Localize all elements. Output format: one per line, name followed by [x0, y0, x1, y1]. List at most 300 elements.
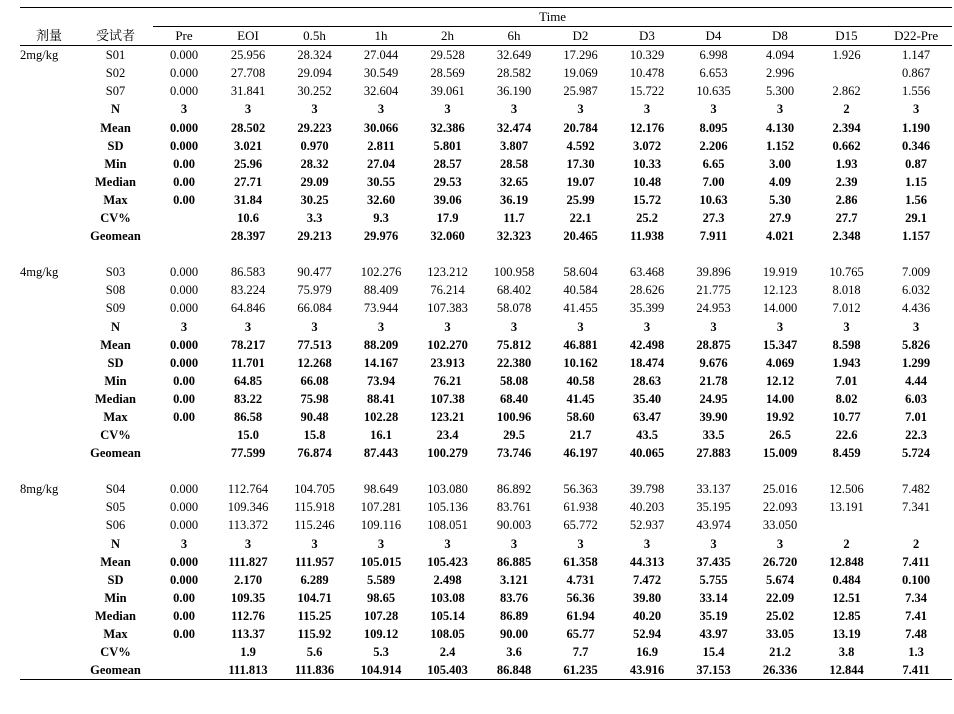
- value-cell: 6.998: [699, 48, 728, 63]
- stat-value: 8.02: [835, 391, 858, 406]
- value-cell: 36.190: [496, 84, 532, 99]
- stat-value: 20.465: [563, 229, 598, 244]
- stat-value: 12.12: [765, 373, 795, 388]
- value-cell: 105.136: [427, 500, 468, 515]
- subject-row: [20, 263, 952, 281]
- stat-value: 87.443: [363, 446, 399, 461]
- stat-value: 5.724: [902, 446, 931, 461]
- stat-value: 8.095: [699, 120, 728, 135]
- value-cell: 13.191: [829, 500, 864, 515]
- stat-value: 2.498: [433, 572, 462, 587]
- value-cell: 98.649: [363, 482, 399, 497]
- stat-row: [20, 372, 952, 390]
- value-cell: 83.224: [230, 283, 266, 298]
- stat-value: 3.6: [506, 645, 522, 660]
- value-cell: 83.761: [496, 500, 532, 515]
- stat-value: 56.36: [566, 590, 595, 605]
- stat-value: [153, 661, 215, 680]
- value-cell: 115.246: [294, 518, 335, 533]
- stat-value: 3: [577, 102, 584, 117]
- stat-value: 58.08: [499, 373, 529, 388]
- stat-value: 28.502: [230, 120, 266, 135]
- stat-value: 43.5: [636, 428, 658, 443]
- stat-value: 0.00: [173, 156, 195, 171]
- stat-value: 0.00: [173, 608, 195, 623]
- stat-value: 3.807: [499, 138, 529, 153]
- stat-value: 86.89: [499, 608, 529, 623]
- stat-row: [20, 589, 952, 607]
- dose-cell: [20, 336, 78, 354]
- stat-value: 35.19: [699, 608, 728, 623]
- dose-cell: [20, 643, 78, 661]
- stat-value: 21.78: [699, 373, 728, 388]
- stat-value: 58.60: [566, 409, 595, 424]
- stat-value: 15.8: [303, 428, 326, 443]
- stat-label: SD: [107, 355, 124, 370]
- stat-value: [153, 426, 215, 444]
- stat-value: 39.80: [632, 590, 662, 605]
- stat-row: [20, 553, 952, 571]
- value-cell: 0.000: [169, 265, 199, 280]
- subject-id: S05: [105, 500, 126, 515]
- stat-value: 30.066: [363, 120, 399, 135]
- stat-row: [20, 535, 952, 553]
- stat-value: 12.848: [829, 554, 864, 569]
- value-cell: 35.399: [629, 301, 665, 316]
- stat-value: 78.217: [230, 337, 266, 352]
- stat-value: 22.1: [569, 211, 592, 226]
- stat-value: 3: [510, 319, 518, 334]
- stat-value: 25.96: [233, 156, 263, 171]
- stat-row: [20, 408, 952, 426]
- stat-value: 37.435: [696, 554, 731, 569]
- stat-label: Max: [103, 409, 128, 424]
- stat-value: 29.976: [363, 229, 399, 244]
- dose-cell: [20, 119, 78, 137]
- stat-row: [20, 625, 952, 643]
- stat-value: 15.4: [702, 645, 725, 660]
- stat-value: 1.93: [835, 156, 858, 171]
- stat-value: 3: [510, 102, 518, 117]
- value-cell: 29.528: [430, 48, 465, 63]
- value-cell: 27.044: [363, 48, 399, 63]
- stat-value: 0.970: [300, 138, 329, 153]
- stat-value: 112.76: [231, 608, 265, 623]
- stat-row: [20, 354, 952, 372]
- stat-value: 0.000: [169, 554, 199, 569]
- value-cell: 86.583: [230, 265, 266, 280]
- stat-value: 4.021: [765, 229, 795, 244]
- stat-value: 3: [577, 536, 584, 551]
- stat-value: 3: [912, 319, 920, 334]
- stat-value: 4.069: [765, 355, 795, 370]
- stat-value: 44.313: [629, 554, 665, 569]
- stat-value: 12.268: [297, 355, 332, 370]
- value-cell: 0.000: [169, 283, 199, 298]
- stat-row: [20, 155, 952, 173]
- value-cell: 6.032: [902, 283, 931, 298]
- value-cell: 102.276: [360, 265, 402, 280]
- value-cell: 109.116: [360, 518, 402, 533]
- stat-value: 39.90: [699, 409, 728, 424]
- stat-value: 5.801: [433, 138, 462, 153]
- value-cell: 12.506: [829, 482, 864, 497]
- value-cell: 21.775: [696, 283, 731, 298]
- stat-value: 105.14: [430, 608, 465, 623]
- dose-cell: [20, 498, 78, 516]
- stat-value: 32.60: [366, 192, 396, 207]
- value-cell: 0.000: [169, 84, 199, 99]
- stat-value: 0.87: [905, 156, 928, 171]
- stat-value: [153, 209, 215, 227]
- stat-value: 3: [643, 102, 651, 117]
- stat-label: CV%: [100, 428, 131, 443]
- dose-cell: [20, 281, 78, 299]
- stat-value: 61.235: [547, 661, 614, 680]
- stat-value: 86.885: [496, 554, 532, 569]
- stat-value: 25.99: [566, 192, 595, 207]
- stat-value: 90.48: [300, 409, 329, 424]
- value-cell: 30.252: [297, 84, 332, 99]
- subject-id: S04: [105, 482, 126, 497]
- value-cell: 25.956: [230, 48, 266, 63]
- stat-row: [20, 336, 952, 354]
- value-cell: 27.708: [230, 66, 266, 81]
- stat-value: 111.957: [294, 554, 335, 569]
- stat-value: 17.30: [566, 156, 595, 171]
- stat-value: 27.71: [233, 174, 263, 189]
- column-header: EOI: [237, 28, 259, 44]
- value-cell: 19.069: [563, 66, 598, 81]
- column-header: D8: [772, 28, 788, 44]
- subject-id: S01: [105, 48, 126, 63]
- stat-value: 4.130: [765, 120, 795, 135]
- stat-value: 86.58: [233, 409, 263, 424]
- stat-value: 64.85: [233, 373, 263, 388]
- stat-value: 41.45: [566, 391, 595, 406]
- value-cell: 28.324: [297, 48, 332, 63]
- stat-label: Geomean: [90, 229, 141, 244]
- column-header: Pre: [175, 28, 193, 44]
- stat-value: 3.3: [306, 211, 323, 226]
- subject-id: S07: [105, 84, 126, 99]
- value-cell: 103.080: [427, 482, 468, 497]
- stat-value: 3: [311, 102, 318, 117]
- value-cell: 25.016: [762, 482, 798, 497]
- stat-value: 4.09: [769, 174, 791, 189]
- stat-value: 0.00: [173, 590, 195, 605]
- stat-row: [20, 119, 952, 137]
- value-cell: 123.212: [427, 265, 468, 280]
- stat-value: 2.4: [439, 645, 456, 660]
- dose-cell: [20, 426, 78, 444]
- value-cell: 0.000: [169, 482, 199, 497]
- stat-value: 1.299: [902, 355, 931, 370]
- dose-cell: [20, 607, 78, 625]
- stat-value: 77.599: [230, 446, 266, 461]
- subject-id: S03: [105, 265, 126, 280]
- stat-value: 3: [244, 536, 252, 551]
- column-header: 剂量: [35, 27, 62, 43]
- stat-value: 2: [912, 536, 920, 551]
- stat-value: 0.00: [173, 174, 195, 189]
- stat-value: 26.336: [747, 661, 813, 680]
- dose-label: 8mg/kg: [20, 482, 59, 497]
- pk-concentration-table: [20, 7, 952, 680]
- value-cell: 39.061: [430, 84, 465, 99]
- stat-value: 105.015: [360, 554, 402, 569]
- stat-row: [20, 209, 952, 227]
- column-header: 6h: [507, 28, 521, 44]
- stat-value: 5.30: [769, 192, 791, 207]
- stat-value: 113.37: [231, 627, 265, 641]
- stat-value: 9.676: [699, 355, 728, 370]
- subject-id: S06: [105, 518, 126, 533]
- value-cell: 58.604: [563, 265, 598, 280]
- stat-value: 3: [311, 536, 318, 551]
- value-cell: 90.003: [496, 518, 532, 533]
- stat-label: Max: [103, 192, 128, 207]
- stat-value: 22.3: [905, 428, 928, 443]
- stat-value: 3: [776, 536, 784, 551]
- stat-value: 105.403: [414, 661, 481, 680]
- stat-value: 107.38: [430, 391, 465, 406]
- value-cell: [880, 516, 952, 534]
- value-cell: 25.987: [563, 84, 598, 99]
- column-header: 0.5h: [303, 28, 326, 44]
- stat-value: 2.206: [699, 138, 728, 153]
- value-cell: 1.147: [902, 48, 931, 63]
- stat-value: 0.100: [902, 572, 931, 587]
- stat-value: 12.51: [832, 590, 861, 605]
- stat-value: 75.98: [300, 391, 329, 406]
- stat-value: 28.58: [499, 156, 529, 171]
- stat-row: [20, 100, 952, 118]
- value-cell: 52.937: [629, 518, 665, 533]
- stat-value: 27.9: [769, 211, 791, 226]
- stat-value: 7.01: [835, 373, 858, 388]
- stat-value: 66.08: [300, 373, 329, 388]
- stat-label: Median: [95, 174, 136, 189]
- stat-value: 28.32: [300, 156, 329, 171]
- stat-value: 5.3: [373, 645, 389, 660]
- dose-cell: [20, 661, 78, 680]
- stat-value: 61.358: [563, 554, 598, 569]
- stat-value: 40.065: [629, 446, 665, 461]
- stat-value: 90.00: [499, 627, 529, 641]
- stat-value: 27.7: [835, 211, 858, 226]
- group-spacer: [20, 245, 952, 263]
- stat-value: 0.00: [173, 627, 195, 641]
- value-cell: 0.000: [169, 66, 199, 81]
- stat-value: 0.00: [173, 373, 195, 388]
- dose-cell: [20, 516, 78, 534]
- value-cell: 8.018: [832, 283, 861, 298]
- stat-value: 36.19: [499, 192, 529, 207]
- stat-value: 16.1: [370, 428, 392, 443]
- stat-value: 100.96: [496, 409, 532, 424]
- subject-row: [20, 46, 952, 65]
- stat-value: 2.86: [835, 192, 858, 207]
- stat-label: SD: [107, 138, 124, 153]
- stat-value: 10.63: [699, 192, 728, 207]
- stat-value: 61.94: [566, 608, 595, 623]
- stat-row: [20, 607, 952, 625]
- stat-value: 88.41: [366, 391, 396, 406]
- value-cell: 112.764: [227, 482, 269, 497]
- stat-value: 29.1: [905, 211, 928, 226]
- stat-value: 40.20: [632, 608, 662, 623]
- stat-value: 25.2: [636, 211, 658, 226]
- stat-value: 27.04: [366, 156, 396, 171]
- stat-value: 7.411: [880, 661, 952, 680]
- stat-value: 111.827: [228, 554, 268, 569]
- stat-value: 12.844: [813, 661, 880, 680]
- value-cell: 109.346: [227, 500, 269, 515]
- value-cell: 88.409: [363, 283, 399, 298]
- column-header: D4: [705, 28, 722, 44]
- value-cell: 107.383: [427, 301, 468, 316]
- stat-value: 5.589: [366, 572, 396, 587]
- stat-value: 22.380: [496, 355, 532, 370]
- stat-value: 102.270: [427, 337, 468, 352]
- stat-value: 7.01: [905, 409, 928, 424]
- stat-value: 0.000: [169, 120, 199, 135]
- stat-value: 43.916: [614, 661, 680, 680]
- stat-value: 86.848: [481, 661, 547, 680]
- value-cell: 0.867: [902, 66, 931, 81]
- stat-value: 3.072: [632, 138, 662, 153]
- stat-value: 109.12: [363, 627, 399, 641]
- value-cell: 73.944: [363, 301, 399, 316]
- value-cell: 19.919: [762, 265, 798, 280]
- stat-value: 2.39: [835, 174, 858, 189]
- stat-value: 4.731: [566, 572, 595, 587]
- value-cell: 90.477: [297, 265, 332, 280]
- value-cell: 4.094: [765, 48, 795, 63]
- subject-row: [20, 516, 952, 534]
- column-header: 受试者: [95, 27, 135, 43]
- column-header: D2: [572, 28, 589, 44]
- stat-value: 1.157: [902, 229, 931, 244]
- stat-value: 68.40: [499, 391, 529, 406]
- stat-label: Median: [95, 391, 136, 406]
- dose-cell: [20, 535, 78, 553]
- value-cell: 0.000: [169, 518, 199, 533]
- dose-cell: [20, 390, 78, 408]
- stat-label: Mean: [100, 337, 131, 352]
- stat-value: 28.397: [230, 229, 266, 244]
- value-cell: 68.402: [496, 283, 532, 298]
- column-header: 2h: [441, 28, 454, 44]
- value-cell: 6.653: [699, 66, 728, 81]
- dose-cell: [20, 227, 78, 245]
- stat-value: 3: [180, 319, 188, 334]
- stat-label: Min: [104, 373, 127, 388]
- stat-value: 102.28: [363, 409, 399, 424]
- stat-value: 25.02: [765, 608, 795, 623]
- stat-value: 2.811: [367, 138, 395, 153]
- dose-cell: [20, 354, 78, 372]
- value-cell: 115.918: [294, 500, 335, 515]
- stat-value: [153, 227, 215, 245]
- stat-value: 3: [444, 536, 451, 551]
- value-cell: 1.926: [832, 48, 861, 63]
- stat-value: 3: [180, 102, 188, 117]
- stat-value: 3: [577, 319, 584, 334]
- stat-value: 1.190: [902, 120, 931, 135]
- subject-row: [20, 281, 952, 299]
- stat-value: 5.6: [306, 645, 323, 660]
- value-cell: 66.084: [297, 301, 332, 316]
- value-cell: 0.000: [169, 301, 199, 316]
- stat-value: 3: [643, 319, 651, 334]
- stat-value: 10.77: [832, 409, 861, 424]
- stat-label: Geomean: [78, 661, 153, 680]
- value-cell: 32.649: [496, 48, 532, 63]
- value-cell: 63.468: [629, 265, 665, 280]
- stat-value: 103.08: [430, 590, 465, 605]
- stat-value: 11.938: [630, 229, 664, 244]
- stat-value: 27.3: [702, 211, 725, 226]
- stat-value: 3: [377, 102, 385, 117]
- value-cell: 33.050: [762, 518, 798, 533]
- stat-value: 10.162: [563, 355, 598, 370]
- stat-value: 5.755: [699, 572, 728, 587]
- subject-row: [20, 498, 952, 516]
- stat-label: N: [110, 102, 121, 117]
- stat-value: 3: [710, 319, 717, 334]
- value-cell: 35.195: [696, 500, 731, 515]
- stat-value: 76.21: [433, 373, 462, 388]
- dose-cell: [20, 299, 78, 317]
- stat-value: 12.85: [832, 608, 861, 623]
- stat-value: 22.09: [765, 590, 795, 605]
- stat-value: 3: [377, 536, 385, 551]
- stat-value: 15.347: [762, 337, 798, 352]
- stat-label: Median: [95, 608, 136, 623]
- value-cell: 7.009: [902, 265, 931, 280]
- value-cell: 10.635: [696, 84, 731, 99]
- value-cell: 4.436: [902, 301, 931, 316]
- stat-value: 65.77: [566, 627, 595, 641]
- stat-value: 17.9: [436, 211, 459, 226]
- stat-value: 83.76: [499, 590, 529, 605]
- stat-value: 14.00: [765, 391, 795, 406]
- stat-value: 3: [244, 319, 252, 334]
- stat-value: 1.56: [905, 192, 928, 207]
- subject-id: S09: [105, 301, 126, 316]
- stat-label: SD: [107, 572, 124, 587]
- column-header: D22-Pre: [894, 28, 939, 44]
- value-cell: 100.958: [493, 265, 535, 280]
- stat-label: N: [110, 319, 121, 334]
- stat-value: 0.000: [169, 138, 199, 153]
- stat-value: 9.3: [373, 211, 389, 226]
- dose-cell: [20, 155, 78, 173]
- dose-cell: [20, 589, 78, 607]
- stat-value: 3: [444, 102, 451, 117]
- stat-value: 7.7: [572, 645, 589, 660]
- stat-value: 63.47: [632, 409, 662, 424]
- value-cell: 108.051: [427, 518, 468, 533]
- stat-value: 75.812: [496, 337, 532, 352]
- dose-cell: [20, 571, 78, 589]
- stat-value: 3: [377, 319, 385, 334]
- value-cell: 76.214: [430, 283, 465, 298]
- stat-label: Min: [104, 156, 127, 171]
- stat-value: 0.000: [169, 337, 199, 352]
